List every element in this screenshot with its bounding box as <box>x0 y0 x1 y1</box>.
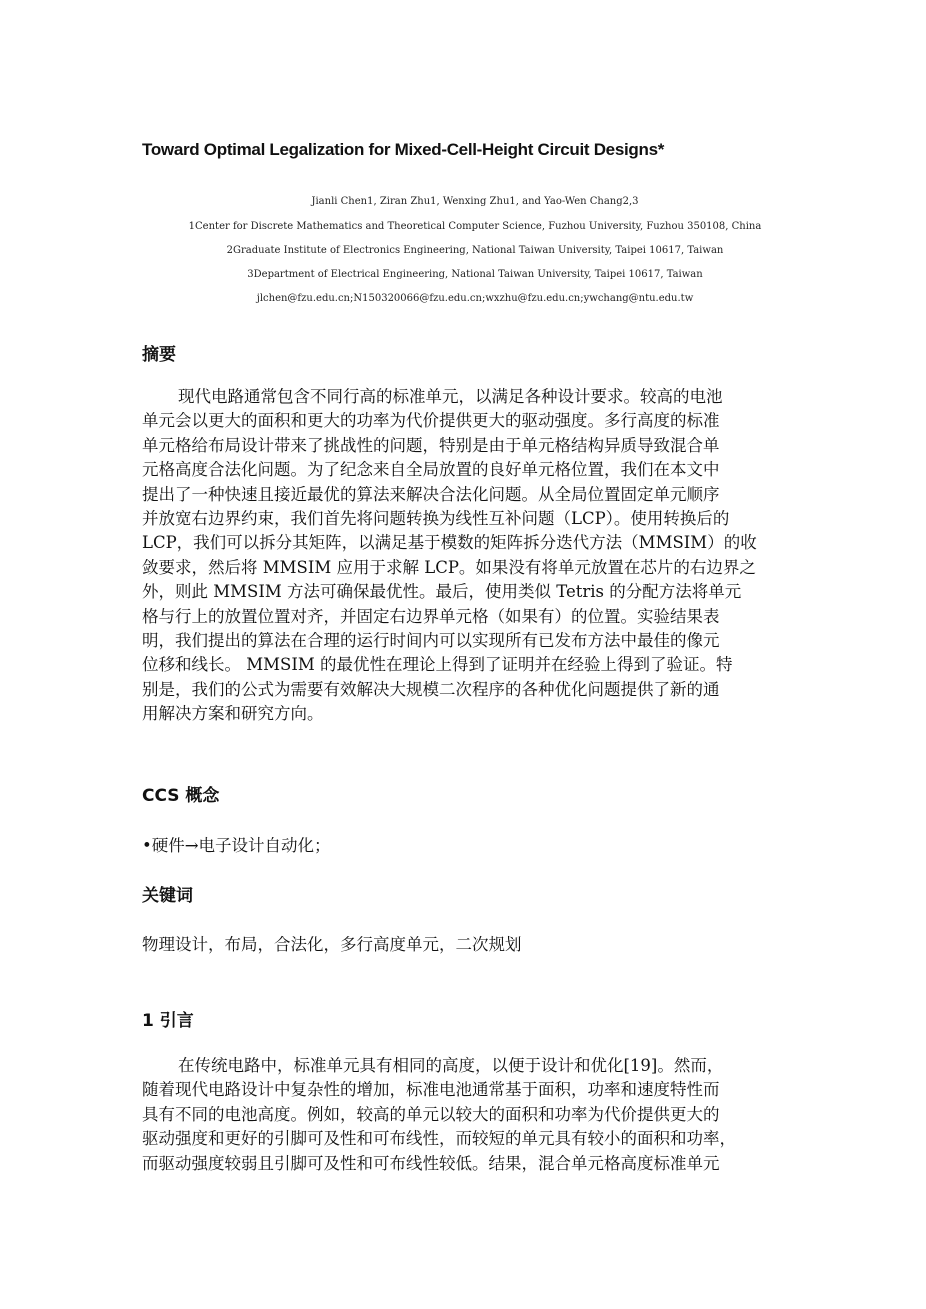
intro-line: 驱动强度和更好的引脚可及性和可布线性，而较短的单元具有较小的面积和功率， <box>142 1129 736 1149</box>
intro-line: 随着现代电路设计中复杂性的增加，标准电池通常基于面积，功率和速度特性而 <box>142 1080 720 1100</box>
affiliation-1: 1Center for Discrete Mathematics and Theoretical Computer Science, Fuzhou University, Fuzhou 350108, China <box>188 221 762 232</box>
abstract-line: 提出了一种快速且接近最优的算法来解决合法化问题。从全局位置固定单元顺序 <box>142 484 720 504</box>
abstract-line: 单元格给布局设计带来了挑战性的问题，特别是由于单元格结构异质导致混合单 <box>142 435 720 455</box>
affiliation-2: 2Graduate Institute of Electronics Engineering, National Taiwan University, Taipei 10617, Taiwan <box>226 245 724 256</box>
keywords-text: 物理设计，布局，合法化，多行高度单元，二次规划 <box>142 935 522 954</box>
paper-title: Toward Optimal Legalization for Mixed-Cell-Height Circuit Designs* <box>142 140 665 159</box>
intro-body <box>142 1054 787 1176</box>
abstract-line: 现代电路通常包含不同行高的标准单元，以满足各种设计要求。较高的电池 <box>178 387 723 406</box>
author-emails: jlchen@fzu.edu.cn;N150320066@fzu.edu.cn;wxzhu@fzu.edu.cn;ywchang@ntu.edu.tw <box>256 293 694 304</box>
abstract-heading: 摘要 <box>142 345 176 365</box>
keywords-heading: 关键词 <box>142 886 193 906</box>
abstract-line: 用解决方案和研究方向。 <box>142 704 324 724</box>
abstract-body <box>142 385 787 727</box>
abstract-line: 单元会以更大的面积和更大的功率为代价提供更大的驱动强度。多行高度的标准 <box>142 411 720 431</box>
affiliation-3: 3Department of Electrical Engineering, National Taiwan University, Taipei 10617, Taiwan <box>247 269 703 280</box>
abstract-line: 并放宽右边界约束，我们首先将问题转换为线性互补问题（LCP）。使用转换后的 <box>142 509 730 529</box>
abstract-line: 敛要求，然后将 MMSIM 应用于求解 LCP。如果没有将单元放置在芯片的右边界之 <box>142 557 756 577</box>
abstract-line: LCP，我们可以拆分其矩阵，以满足基于模数的矩阵拆分迭代方法（MMSIM）的收 <box>142 533 757 553</box>
intro-line: 在传统电路中，标准单元具有相同的高度，以便于设计和优化[19]。然而， <box>178 1056 724 1075</box>
intro-heading: 1 引言 <box>142 1011 194 1031</box>
abstract-line: 位移和线长。 MMSIM 的最优性在理论上得到了证明并在经验上得到了验证。特 <box>142 655 733 675</box>
abstract-line: 外，则此 MMSIM 方法可确保最优性。最后，使用类似 Tetris 的分配方法将单元 <box>142 582 742 602</box>
intro-line: 具有不同的电池高度。例如，较高的单元以较大的面积和功率为代价提供更大的 <box>142 1104 720 1124</box>
abstract-line: 格与行上的放置位置对齐，并固定右边界单元格（如果有）的位置。实验结果表 <box>142 606 720 626</box>
abstract-line: 元格高度合法化问题。为了纪念来自全局放置的良好单元格位置，我们在本文中 <box>142 460 720 480</box>
ccs-heading: CCS 概念 <box>142 786 220 806</box>
abstract-line: 明，我们提出的算法在合理的运行时间内可以实现所有已发布方法中最佳的像元 <box>142 631 720 651</box>
intro-line: 而驱动强度较弱且引脚可及性和可布线性较低。结果，混合单元格高度标准单元 <box>142 1153 720 1173</box>
ccs-item: •硬件→电子设计自动化； <box>142 836 331 855</box>
author-list: Jianli Chen1, Ziran Zhu1, Wenxing Zhu1, and Yao-Wen Chang2,3 <box>311 196 639 207</box>
abstract-line: 别是，我们的公式为需要有效解决大规模二次程序的各种优化问题提供了新的通 <box>142 679 720 699</box>
